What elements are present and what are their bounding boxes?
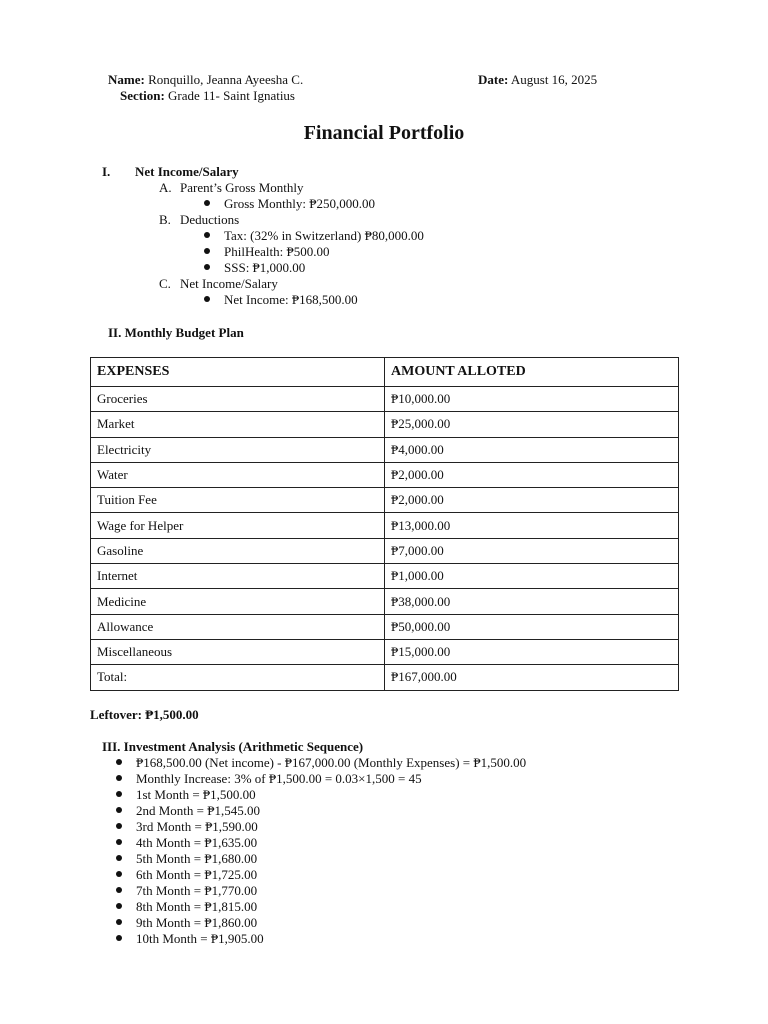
table-cell-expense: Water (91, 462, 385, 487)
date-line (478, 72, 597, 88)
bullet-icon (116, 807, 122, 813)
list-item: SSS: ₱1,000.00 (204, 260, 305, 276)
table-row (91, 589, 679, 614)
table-row (91, 462, 679, 487)
bullet-icon (116, 759, 122, 765)
list-item: Gross Monthly: ₱250,000.00 (204, 196, 375, 212)
table-header-expenses: EXPENSES (91, 358, 385, 387)
bullet-icon (116, 775, 122, 781)
list-item: 7th Month = ₱1,770.00 (116, 883, 257, 899)
bullet-icon (204, 200, 210, 206)
table-cell-amount: ₱7,000.00 (385, 538, 679, 563)
table-row (91, 639, 679, 664)
section2-heading: II. Monthly Budget Plan (108, 325, 244, 340)
bullet-icon (204, 264, 210, 270)
table-cell-amount: ₱1,000.00 (385, 564, 679, 589)
leftover-line: Leftover: ₱1,500.00 (90, 707, 199, 722)
bullet-icon (116, 839, 122, 845)
section3-heading: III. Investment Analysis (Arithmetic Sequence) (102, 739, 364, 754)
name-value: Ronquillo, Jeanna Ayeesha C. (148, 72, 304, 87)
name-label: Name: (108, 72, 145, 87)
table-cell-expense: Miscellaneous (91, 639, 385, 664)
table-cell-amount: ₱167,000.00 (385, 665, 679, 690)
list-item: 6th Month = ₱1,725.00 (116, 867, 257, 883)
table-cell-amount: ₱50,000.00 (385, 614, 679, 639)
list-item: 3rd Month = ₱1,590.00 (116, 819, 258, 835)
bullet-icon (204, 296, 210, 302)
table-row (91, 665, 679, 690)
list-item: 1st Month = ₱1,500.00 (116, 787, 256, 803)
table-row (91, 387, 679, 412)
list-item: Net Income: ₱168,500.00 (204, 292, 358, 308)
table-cell-expense: Wage for Helper (91, 513, 385, 538)
subsection-b-letter: B. (159, 212, 171, 227)
date-value: August 16, 2025 (510, 72, 598, 87)
subsection-c-letter: C. (159, 276, 171, 291)
section-label: Section: (120, 88, 165, 103)
list-item: Monthly Increase: 3% of ₱1,500.00 = 0.03×1,500 = 45 (116, 771, 422, 787)
list-item: PhilHealth: ₱500.00 (204, 244, 329, 260)
bullet-icon (116, 935, 122, 941)
table-cell-expense: Groceries (91, 387, 385, 412)
bullet-icon (116, 919, 122, 925)
bullet-icon (116, 871, 122, 877)
section1-heading: Net Income/Salary (135, 164, 239, 179)
table-header-row (91, 358, 679, 387)
table-cell-expense: Tuition Fee (91, 488, 385, 513)
list-item: Tax: (32% in Switzerland) ₱80,000.00 (204, 228, 424, 244)
table-cell-amount: ₱15,000.00 (385, 639, 679, 664)
bullet-icon (116, 855, 122, 861)
date-label: Date: (478, 72, 509, 87)
bullet-icon (116, 823, 122, 829)
table-cell-expense: Electricity (91, 437, 385, 462)
section-line (120, 88, 295, 104)
table-cell-amount: ₱13,000.00 (385, 513, 679, 538)
table-cell-amount: ₱2,000.00 (385, 488, 679, 513)
bullet-icon (116, 887, 122, 893)
name-line (108, 72, 303, 88)
list-item: 10th Month = ₱1,905.00 (116, 931, 264, 947)
table-cell-expense: Market (91, 412, 385, 437)
table-cell-expense: Internet (91, 564, 385, 589)
list-item: 2nd Month = ₱1,545.00 (116, 803, 260, 819)
budget-table (90, 357, 679, 691)
table-row (91, 564, 679, 589)
table-row (91, 538, 679, 563)
subsection-a-letter: A. (159, 180, 172, 195)
table-cell-expense: Medicine (91, 589, 385, 614)
subsection-c-heading: Net Income/Salary (180, 276, 278, 291)
table-row (91, 513, 679, 538)
table-cell-amount: ₱4,000.00 (385, 437, 679, 462)
table-cell-amount: ₱38,000.00 (385, 589, 679, 614)
table-cell-amount: ₱10,000.00 (385, 387, 679, 412)
table-row (91, 412, 679, 437)
table-cell-expense: Total: (91, 665, 385, 690)
list-item: 4th Month = ₱1,635.00 (116, 835, 257, 851)
table-cell-expense: Gasoline (91, 538, 385, 563)
table-row (91, 614, 679, 639)
table-cell-expense: Allowance (91, 614, 385, 639)
list-item: ₱168,500.00 (Net income) - ₱167,000.00 (Monthly Expenses) = ₱1,500.00 (116, 755, 526, 771)
bullet-icon (204, 232, 210, 238)
bullet-icon (116, 903, 122, 909)
list-item: 8th Month = ₱1,815.00 (116, 899, 257, 915)
section-value: Grade 11- Saint Ignatius (168, 88, 295, 103)
bullet-icon (204, 248, 210, 254)
section1-numeral: I. (102, 164, 111, 179)
table-row (91, 437, 679, 462)
page-title: Financial Portfolio (303, 122, 465, 144)
bullet-icon (116, 791, 122, 797)
subsection-b-heading: Deductions (180, 212, 240, 227)
table-header-amount: AMOUNT ALLOTED (385, 358, 679, 387)
subsection-a-heading: Parent’s Gross Monthly (180, 180, 304, 195)
table-cell-amount: ₱25,000.00 (385, 412, 679, 437)
table-cell-amount: ₱2,000.00 (385, 462, 679, 487)
list-item: 9th Month = ₱1,860.00 (116, 915, 257, 931)
list-item: 5th Month = ₱1,680.00 (116, 851, 257, 867)
table-row (91, 488, 679, 513)
